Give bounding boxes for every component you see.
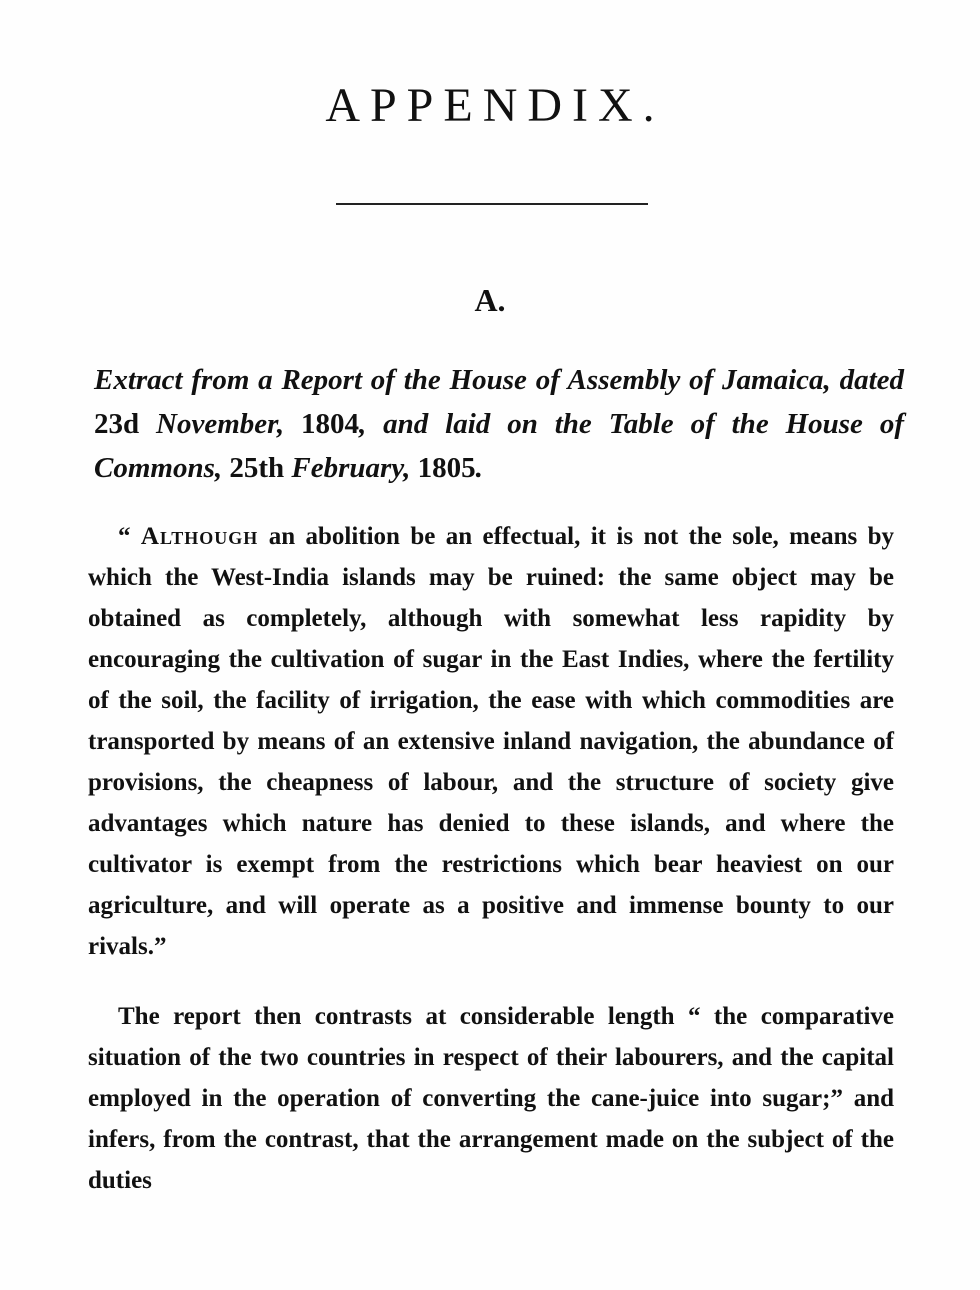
heading-part-4: February, [284, 452, 418, 484]
open-quote: “ [118, 523, 141, 550]
quoted-paragraph [88, 516, 894, 967]
heading-year-2: 1805 [417, 452, 476, 484]
commentary-paragraph: The report then contrasts at considerable length “ the comparative situation of the two countries in respect of their labourers, and the capital employed in the operation of converting the cane-juice into sugar;” and infers, from the contrast, that the arrangement made on the subject of the duties [88, 1003, 894, 1194]
quoted-paragraph-text: an abolition be an effectual, it is not the sole, means by which the West-India islands may be ruined: the same object may be obtained as completely, although with somewhat less rapidity by encouraging the cultivation of sugar in the East Indies, where the fertility of the soil, the facility of irrigation, the ease with which commodities are transported by means of an extensive inland navigation, the abundance of provisions, the cheapness of labour, and the structure of society give advantages which nature has denied to these islands, and where the cultivator is exempt from the restrictions which bear heaviest on our agriculture, and will operate as a positive and immense bounty to our rivals.” [88, 523, 895, 960]
heading-date-2: 25th [229, 452, 285, 484]
title-divider [336, 203, 648, 205]
heading-part-2: November, [139, 408, 301, 440]
heading-part-1: Extract from a Report of the House of Assembly of Jamaica, dated [94, 364, 904, 396]
heading-part-3: , and laid on the Table of the House of Commons, [94, 408, 904, 484]
section-letter: A. [474, 282, 506, 318]
page-title: APPENDIX. [325, 79, 665, 132]
first-word: Although [140, 523, 259, 550]
heading-date-1: 23d [94, 408, 140, 440]
extract-heading [94, 358, 904, 490]
heading-year-1: 1804 [301, 408, 359, 440]
heading-part-5: . [475, 452, 483, 484]
